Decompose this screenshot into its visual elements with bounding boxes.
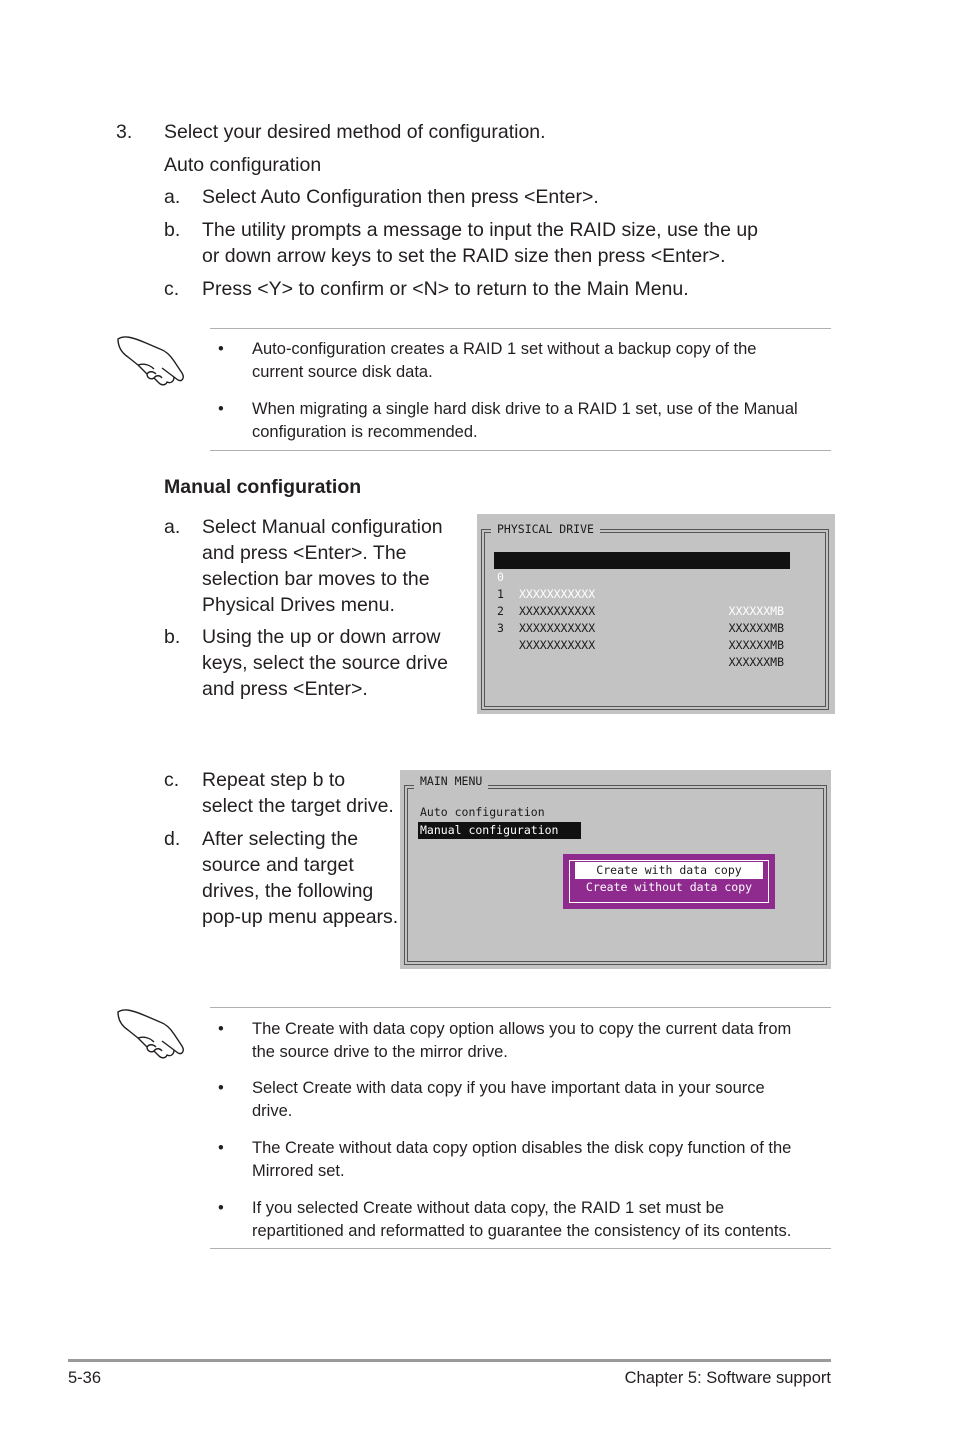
step-item-text: select the target drive. xyxy=(202,795,394,817)
step-letter: b. xyxy=(164,626,181,648)
step-item-text: source and target xyxy=(202,854,354,876)
note-text: configuration is recommended. xyxy=(252,423,478,441)
note-text: the source drive to the mirror drive. xyxy=(252,1043,508,1061)
step-item-text: Select Manual configuration xyxy=(202,516,443,538)
screen-title: PHYSICAL DRIVE xyxy=(491,521,600,538)
menu-item-manual[interactable]: Manual configuration xyxy=(418,822,581,839)
drive-size: XXXXXXMB xyxy=(728,604,784,618)
bullet-dot: • xyxy=(218,1020,224,1038)
step-item-text: pop-up menu appears. xyxy=(202,906,399,928)
step-letter: d. xyxy=(164,828,181,850)
drive-size: XXXXXXMB xyxy=(728,621,784,635)
auto-config-heading: Auto configuration xyxy=(164,154,322,176)
note-text: When migrating a single hard disk drive to a RAID 1 set, use of the Manual xyxy=(252,400,798,418)
pointing-hand-icon xyxy=(116,1006,188,1062)
step-item-text: Physical Drives menu. xyxy=(202,594,395,616)
manual-config-heading: Manual configuration xyxy=(164,476,362,498)
note-text: drive. xyxy=(252,1102,293,1120)
step-item-text: drives, the following xyxy=(202,880,374,902)
drive-name: XXXXXXXXXXX xyxy=(519,621,596,635)
step-letter: b. xyxy=(164,219,181,241)
note-text: Select Create with data copy if you have important data in your source xyxy=(252,1079,765,1097)
note-text: If you selected Create without data copy, the RAID 1 set must be xyxy=(252,1199,725,1217)
step-text: Select your desired method of configuration. xyxy=(164,121,546,143)
note-text: Mirrored set. xyxy=(252,1162,345,1180)
note-text: repartitioned and reformatted to guarantee the consistency of its contents. xyxy=(252,1222,792,1240)
bullet-dot: • xyxy=(218,400,224,418)
bullet-dot: • xyxy=(218,1199,224,1217)
bullet-dot: • xyxy=(218,1139,224,1157)
step-number: 3. xyxy=(116,121,133,143)
drive-size: XXXXXXMB xyxy=(728,638,784,652)
drive-row[interactable] xyxy=(494,586,790,652)
step-item-text: keys, select the source drive xyxy=(202,652,449,674)
step-item-text: selection bar moves to the xyxy=(202,568,430,590)
step-letter: a. xyxy=(164,516,181,538)
note-text: The Create with data copy option allows you to copy the current data from xyxy=(252,1020,792,1038)
drive-name: XXXXXXXXXXX xyxy=(519,604,596,618)
step-item-text: Repeat step b to xyxy=(202,769,346,791)
step-letter: c. xyxy=(164,278,180,300)
chapter-title: Chapter 5: Software support xyxy=(624,1369,831,1387)
note-bottom-rule xyxy=(210,1248,831,1249)
step-item-text: or down arrow keys to set the RAID size then press <Enter>. xyxy=(202,245,726,267)
drive-size: XXXXXXMB xyxy=(728,655,784,669)
note-text: The Create without data copy option disables the disk copy function of the xyxy=(252,1139,792,1157)
bullet-dot: • xyxy=(218,1079,224,1097)
footer-rule xyxy=(68,1359,831,1362)
step-item-text: Press <Y> to confirm or <N> to return to the Main Menu. xyxy=(202,278,689,300)
drive-name: XXXXXXXXXXX xyxy=(519,587,596,601)
note-text: Auto-configuration creates a RAID 1 set without a backup copy of the xyxy=(252,340,757,358)
step-item-text: After selecting the xyxy=(202,828,359,850)
step-item-text: and press <Enter>. The xyxy=(202,542,407,564)
note-text: current source disk data. xyxy=(252,363,433,381)
drive-num: 2 xyxy=(497,604,504,618)
drive-row[interactable] xyxy=(494,569,790,635)
step-item-text: Using the up or down arrow xyxy=(202,626,441,648)
screen-title: MAIN MENU xyxy=(414,773,488,790)
step-item-text: and press <Enter>. xyxy=(202,678,368,700)
menu-item-auto[interactable]: Auto configuration xyxy=(420,805,545,819)
create-popup xyxy=(563,854,775,909)
drive-name: XXXXXXXXXXX xyxy=(519,638,596,652)
note-bottom-rule xyxy=(210,450,831,451)
page-number: 5-36 xyxy=(68,1369,102,1387)
drive-row[interactable] xyxy=(494,603,790,669)
drive-num: 3 xyxy=(497,621,504,635)
note-top-rule xyxy=(210,328,831,329)
step-letter: a. xyxy=(164,186,181,208)
create-without-data-copy-option[interactable]: Create without data copy xyxy=(585,880,753,894)
main-menu-screen xyxy=(400,770,831,969)
drive-row-selected[interactable] xyxy=(494,552,790,618)
create-with-data-copy-option[interactable]: Create with data copy xyxy=(575,862,763,879)
pointing-hand-icon xyxy=(116,333,188,389)
physical-drive-screen xyxy=(477,514,835,714)
step-item-text: The utility prompts a message to input the RAID size, use the up xyxy=(202,219,759,241)
step-letter: c. xyxy=(164,769,180,791)
step-item-text: Select Auto Configuration then press <Enter>. xyxy=(202,186,599,208)
drive-num: 0 xyxy=(497,570,504,584)
drive-num: 1 xyxy=(497,587,504,601)
drive-list xyxy=(494,552,790,669)
bullet-dot: • xyxy=(218,340,224,358)
note-top-rule xyxy=(210,1007,831,1008)
